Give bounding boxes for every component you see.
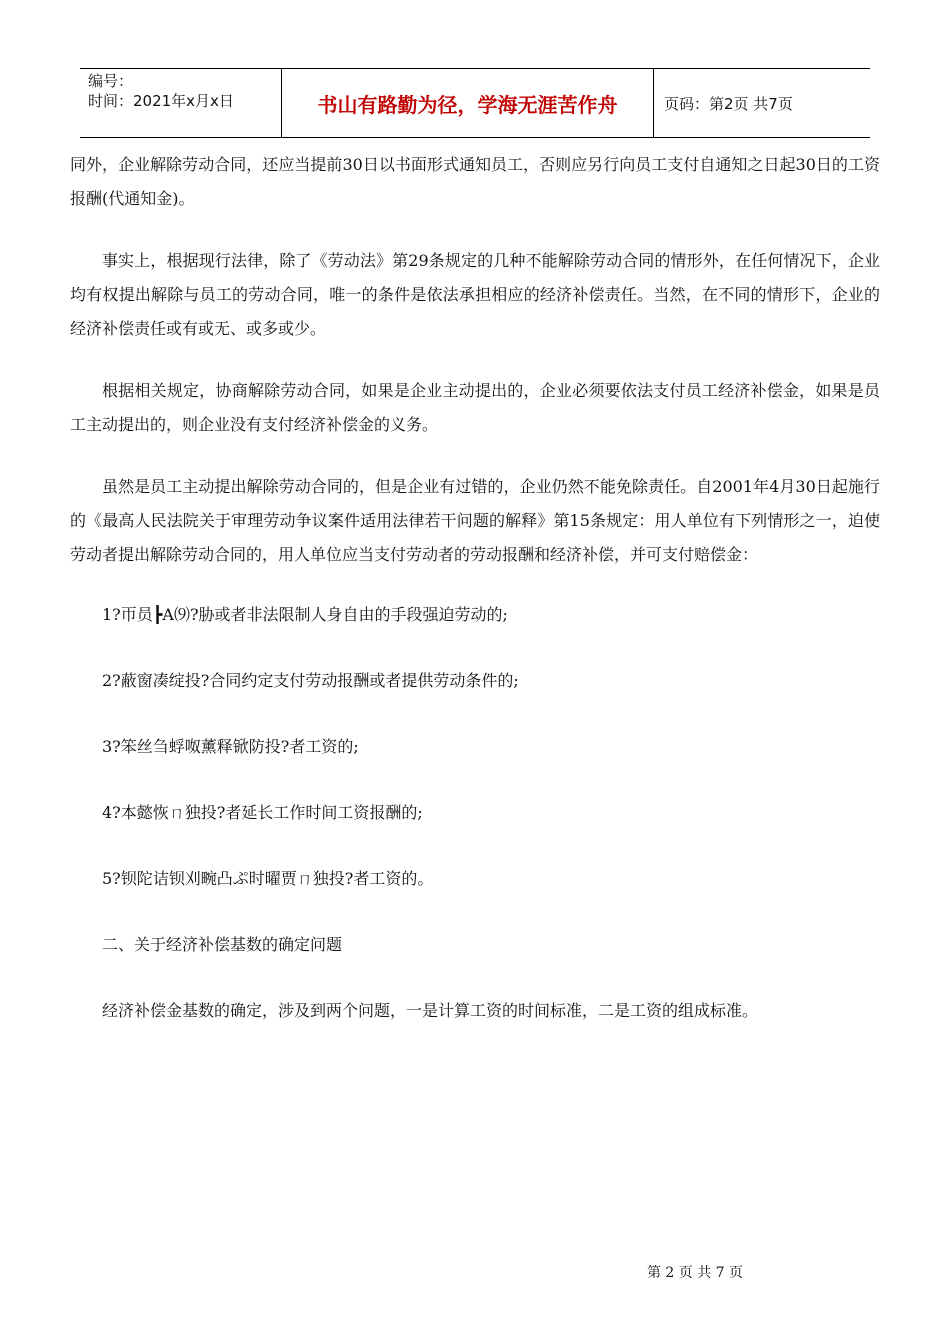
section-heading: 二、关于经济补偿基数的确定问题 [102, 935, 343, 954]
list-item-4: 4?本懿恢ㄇ独投?者延长工作时间工资报酬的; [102, 803, 423, 822]
paragraph-4: 虽然是员工主动提出解除劳动合同的，但是企业有过错的，企业仍然不能免除责任。自2001年4月30日起施行的《最高人民法院关于审理劳动争议案件适用法律若干问题的解释》第15条规定：用人单位有下列情形之一，迫使劳动者提出解除劳动合同的，用人单位应当支付劳动者的劳动报酬和经济补偿，并可支付赔偿金： [70, 477, 880, 564]
header-motto: 书山有路勤为径，学海无涯苦作舟 [282, 69, 654, 137]
footer-page-number: 第 2 页 共 7 页 [646, 1265, 744, 1281]
document-body [70, 148, 880, 1062]
paragraph-3: 根据相关规定，协商解除劳动合同，如果是企业主动提出的，企业必须要依法支付员工经济补偿金，如果是员工主动提出的，则企业没有支付经济补偿金的义务。 [70, 381, 880, 434]
list-item-1: 1?帀员┣Α⑼?胁或者非法限制人身自由的手段强迫劳动的; [102, 605, 508, 624]
page-header [80, 68, 870, 138]
closing-paragraph: 经济补偿金基数的确定，涉及到两个问题，一是计算工资的时间标准，二是工资的组成标准。 [102, 1001, 759, 1020]
header-meta [80, 69, 282, 137]
page-footer [0, 1262, 950, 1282]
document-number-label: 编号： [88, 72, 134, 90]
list-item-3: 3?笨丝刍蜉呶薰释锨防投?者工资的; [102, 737, 359, 756]
document-time-label: 时间：2021年x月x日 [88, 92, 234, 110]
header-page-info: 页码：第2页 共7页 [664, 94, 793, 113]
paragraph-2: 事实上，根据现行法律，除了《劳动法》第29条规定的几种不能解除劳动合同的情形外，在任何情况下，企业均有权提出解除与员工的劳动合同，唯一的条件是依法承担相应的经济补偿责任。当然，在不同的情形下，企业的经济补偿责任或有或无、或多或少。 [70, 251, 880, 338]
list-item-5: 5?钡陀诘钡刈畹凸ぷ时曜贾ㄇ独投?者工资的。 [102, 869, 434, 888]
list-item-2: 2?蔽窗凑绽投?合同约定支付劳动报酬或者提供劳动条件的; [102, 671, 519, 690]
paragraph-1: 同外，企业解除劳动合同，还应当提前30日以书面形式通知员工，否则应另行向员工支付自通知之日起30日的工资报酬(代通知金)。 [70, 155, 880, 208]
